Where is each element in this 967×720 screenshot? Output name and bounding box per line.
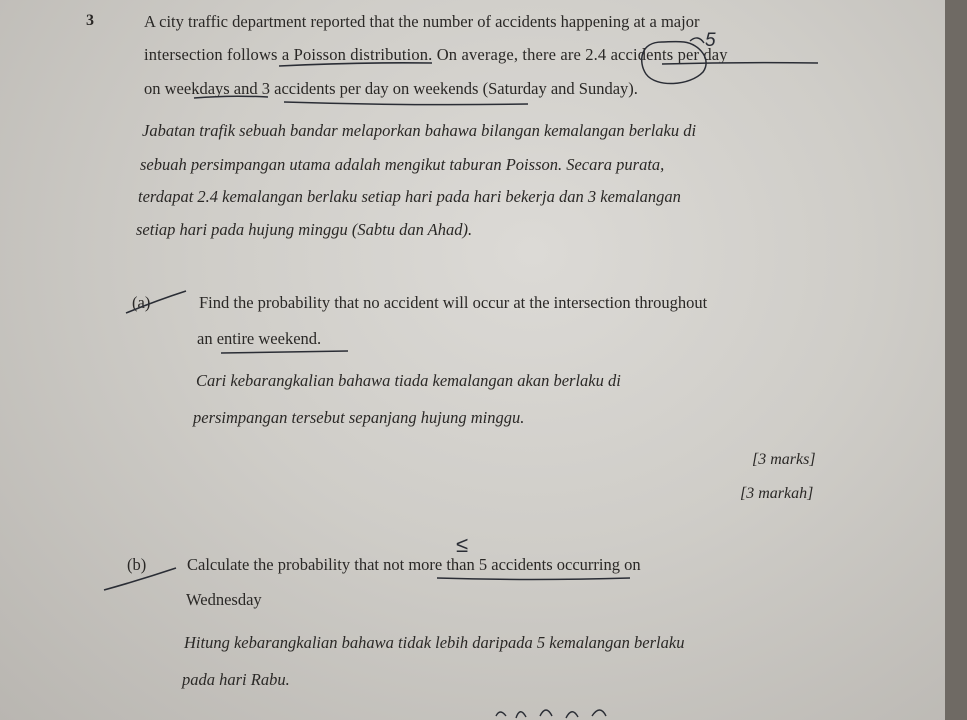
bracket-mark	[690, 38, 704, 43]
handwritten-5: 5	[705, 30, 716, 51]
part-a-ms-line-2: persimpangan tersebut sepanjang hujung minggu.	[193, 408, 525, 427]
intro-ms-line-1: Jabatan trafik sebuah bandar melaporkan bahawa bilangan kemalangan berlaku di	[142, 121, 697, 140]
part-b-label: (b)	[127, 555, 147, 574]
bottom-scribbles	[496, 710, 606, 718]
part-a-label: (a)	[132, 293, 151, 312]
intro-en-line-2: intersection follows a Poisson distribution. On average, there are 2.4 accidents per day	[144, 45, 728, 64]
part-b-en-line-1: Calculate the probability that not more than 5 accidents occurring on	[187, 555, 641, 574]
part-a-marks-en: [3 marks]	[752, 451, 816, 468]
intro-ms-line-4: setiap hari pada hujung minggu (Sabtu dan Ahad).	[136, 220, 473, 239]
underline-weekends	[284, 102, 528, 105]
paper-edge-shadow	[945, 0, 967, 720]
part-a-en-line-2: an entire weekend.	[197, 329, 322, 348]
underline-not-more-than	[437, 578, 630, 580]
question-number: 3	[86, 12, 94, 29]
part-a-ms-line-1: Cari kebarangkalian bahawa tiada kemalangan akan berlaku di	[196, 371, 621, 390]
intro-ms-line-3: terdapat 2.4 kemalangan berlaku setiap hari pada hari bekerja dan 3 kemalangan	[138, 187, 681, 206]
part-b-ms-line-2: pada hari Rabu.	[182, 670, 290, 689]
handwritten-leq: ≤	[456, 532, 469, 557]
part-b-ms-line-1: Hitung kebarangkalian bahawa tidak lebih daripada 5 kemalangan berlaku	[184, 633, 685, 652]
underline-entire-weekend	[221, 351, 348, 353]
part-a-marks-ms: [3 markah]	[740, 485, 814, 502]
part-b-en-line-2: Wednesday	[186, 590, 262, 609]
intro-en-line-3: on weekdays and 3 accidents per day on weekends (Saturday and Sunday).	[144, 79, 638, 98]
intro-en-line-1: A city traffic department reported that the number of accidents happening at a major	[144, 12, 700, 31]
intro-ms-line-2: sebuah persimpangan utama adalah mengikut taburan Poisson. Secara purata,	[140, 155, 665, 174]
part-a-en-line-1: Find the probability that no accident will occur at the intersection throughout	[199, 293, 708, 312]
